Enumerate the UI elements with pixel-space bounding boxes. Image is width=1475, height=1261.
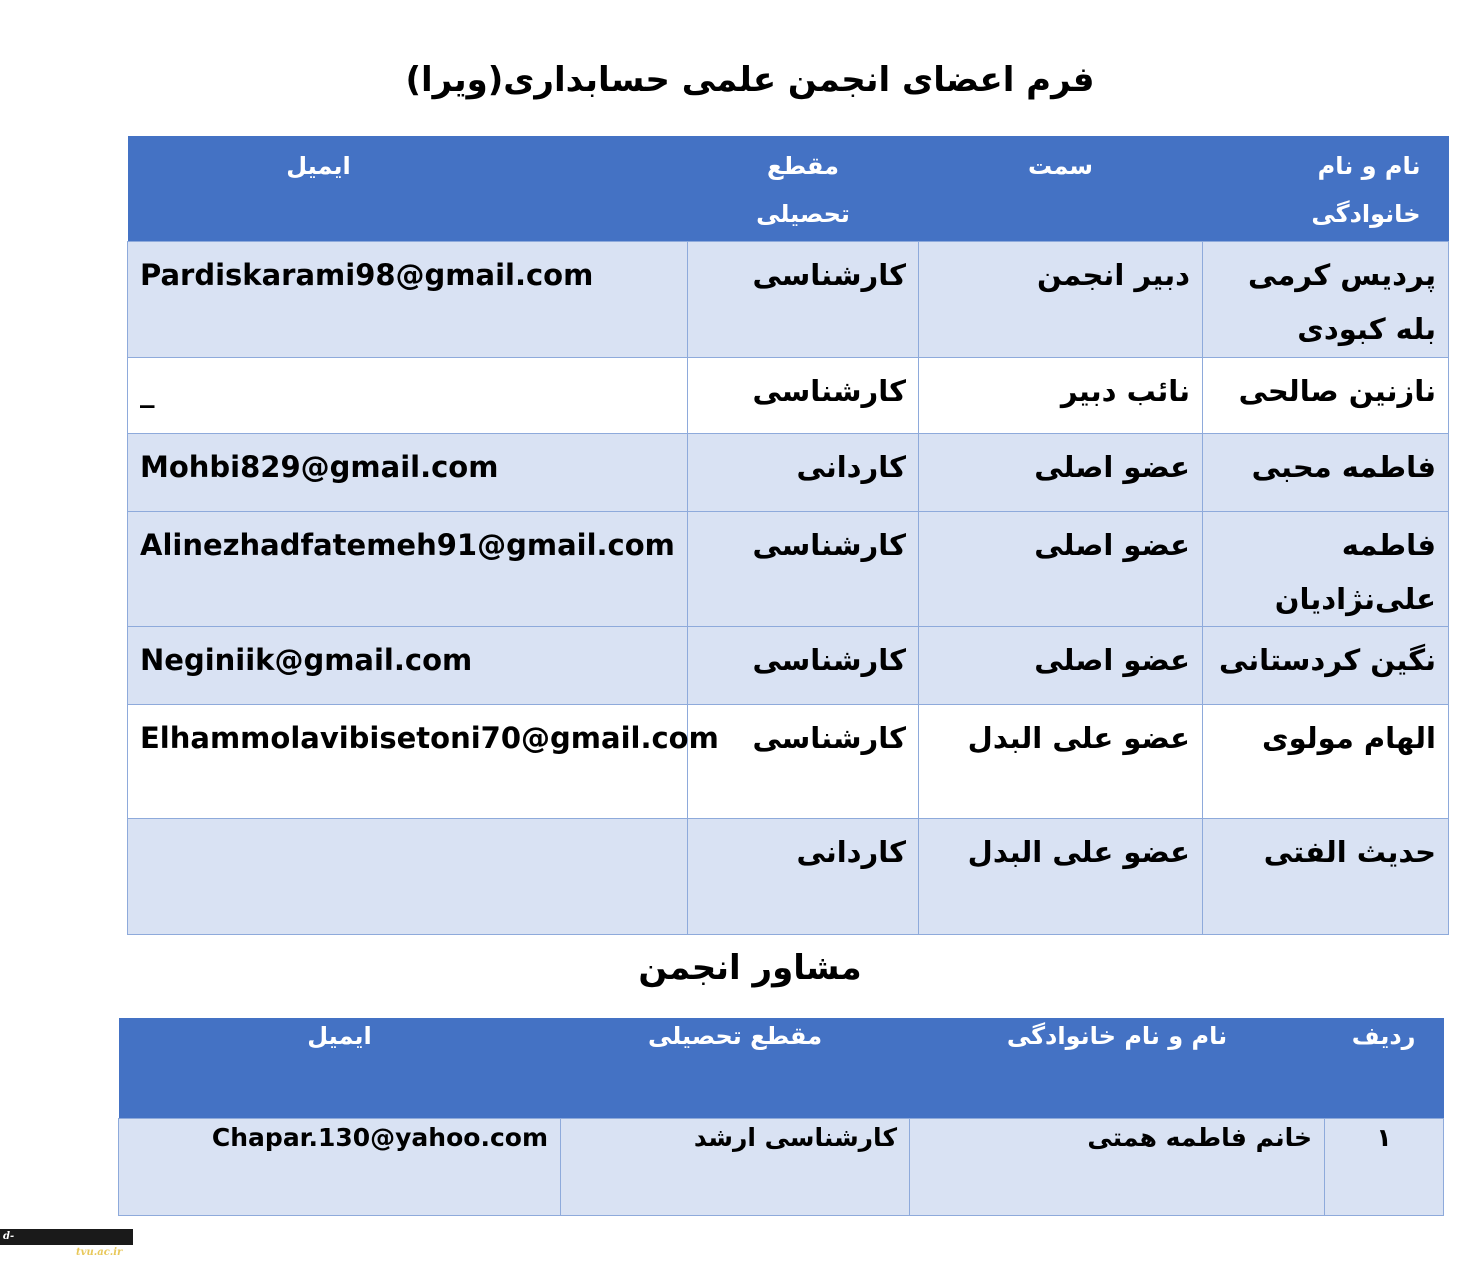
watermark bbox=[0, 1229, 133, 1258]
member-level: کارشناسی bbox=[688, 705, 919, 819]
member-name: فاطمه محبی bbox=[1203, 434, 1449, 512]
header-name: نام و نام خانوادگی bbox=[1006, 1022, 1228, 1050]
advisor-table bbox=[118, 1018, 1444, 1216]
form-title: فرم اعضای انجمن علمی حسابداری(ویرا) bbox=[405, 60, 1095, 100]
members-header-row bbox=[128, 136, 1449, 242]
member-role: نائب دبیر bbox=[919, 358, 1203, 434]
watermark-prefix: d-kermanshah. bbox=[3, 1231, 77, 1258]
member-level: کاردانی bbox=[688, 434, 919, 512]
advisor-email: Chapar.130@yahoo.com bbox=[119, 1119, 561, 1216]
member-level: کارشناسی bbox=[688, 512, 919, 627]
member-level: کارشناسی bbox=[688, 242, 919, 358]
member-email: Neginiik@gmail.com bbox=[128, 627, 688, 705]
member-email: Alinezhadfatemeh91@gmail.com bbox=[128, 512, 688, 627]
member-name: پردیس کرمی بله کبودی bbox=[1203, 242, 1449, 358]
member-email: _ bbox=[128, 358, 688, 434]
member-role: عضو اصلی bbox=[919, 434, 1203, 512]
members-table bbox=[127, 136, 1449, 935]
member-name: الهام مولوی bbox=[1203, 705, 1449, 819]
table-row bbox=[128, 358, 1449, 434]
header-email: ایمیل bbox=[307, 1022, 372, 1050]
header-role: سمت bbox=[1027, 152, 1094, 180]
table-row bbox=[128, 705, 1449, 819]
member-email bbox=[128, 819, 688, 935]
member-email: Mohbi829@gmail.com bbox=[128, 434, 688, 512]
table-row bbox=[128, 242, 1449, 358]
advisor-name: خانم فاطمه همتی bbox=[910, 1119, 1325, 1216]
table-row bbox=[128, 512, 1449, 627]
member-role: دبیر انجمن bbox=[919, 242, 1203, 358]
member-role: عضو اصلی bbox=[919, 627, 1203, 705]
advisor-level: کارشناسی ارشد bbox=[561, 1119, 910, 1216]
table-row bbox=[128, 627, 1449, 705]
header-name: نام و نام خانوادگی bbox=[1311, 152, 1421, 228]
member-email: Elhammolavibisetoni70@gmail.com bbox=[128, 705, 688, 819]
member-name: حدیث الفتی bbox=[1203, 819, 1449, 935]
header-level: مقطع تحصیلی bbox=[647, 1022, 823, 1050]
member-role: عضو علی البدل bbox=[919, 819, 1203, 935]
advisor-title: مشاور انجمن bbox=[638, 948, 862, 988]
table-row bbox=[128, 434, 1449, 512]
advisor-row-number: ۱ bbox=[1325, 1119, 1444, 1216]
member-role: عضو علی البدل bbox=[919, 705, 1203, 819]
advisor-header-row bbox=[119, 1018, 1444, 1119]
member-level: کارشناسی bbox=[688, 627, 919, 705]
member-email: Pardiskarami98@gmail.com bbox=[128, 242, 688, 358]
header-email: ایمیل bbox=[286, 152, 351, 180]
member-role: عضو اصلی bbox=[919, 512, 1203, 627]
table-row bbox=[119, 1119, 1444, 1216]
table-row bbox=[128, 819, 1449, 935]
header-level: مقطع تحصیلی bbox=[756, 152, 850, 228]
watermark-domain: tvu.ac.ir bbox=[76, 1247, 123, 1258]
member-name: نگین کردستانی bbox=[1203, 627, 1449, 705]
member-level: کاردانی bbox=[688, 819, 919, 935]
member-name: فاطمه علی‌نژادیان bbox=[1203, 512, 1449, 627]
member-level: کارشناسی bbox=[688, 358, 919, 434]
member-name: نازنین صالحی bbox=[1203, 358, 1449, 434]
header-row-number: ردیف bbox=[1351, 1022, 1416, 1050]
